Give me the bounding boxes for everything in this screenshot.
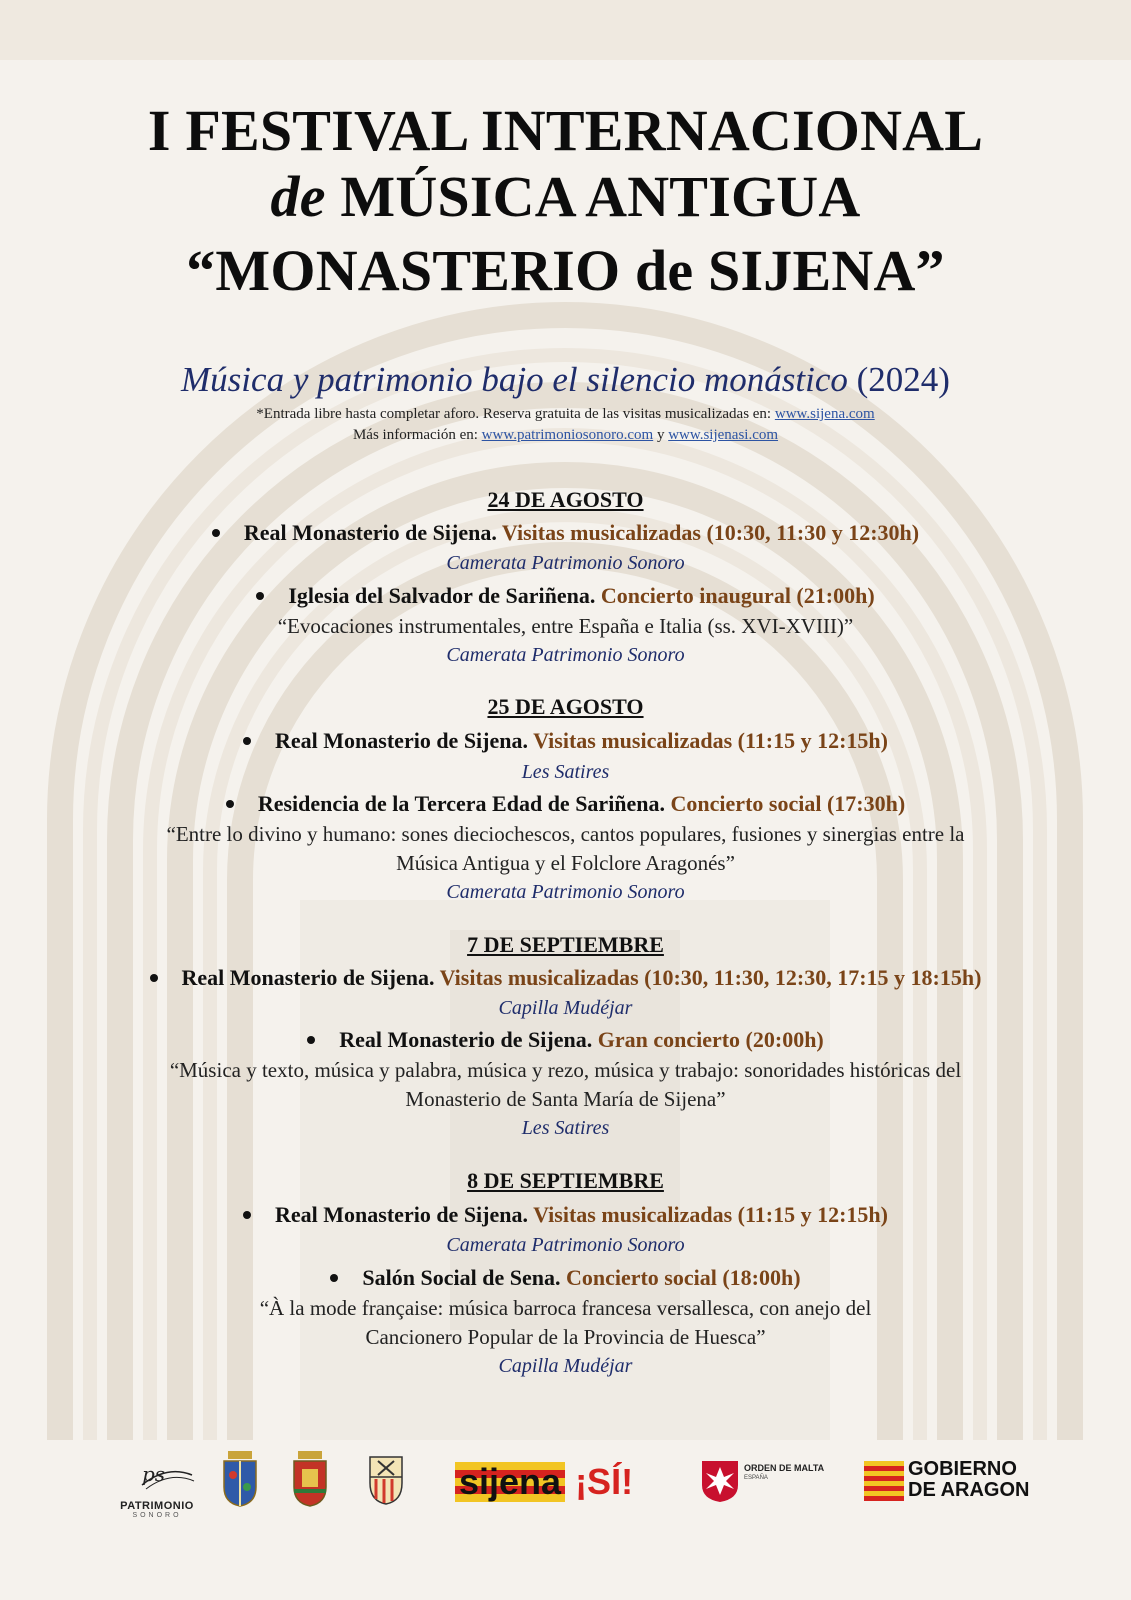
bullet-icon [256, 592, 264, 600]
gobierno-label: GOBIERNO [908, 1458, 1017, 1480]
subtitle [0, 360, 1131, 400]
event-venue: Residencia de la Tercera Edad de Sariñena. [257, 791, 666, 816]
bullet-icon [150, 974, 158, 982]
sijenasi-link[interactable]: www.sijenasi.com [668, 427, 779, 443]
event-activity: Concierto social (18:00h) [560, 1265, 801, 1290]
si-wordmark: ¡SÍ! [575, 1461, 634, 1502]
event-item [0, 583, 1131, 609]
reservation-note [0, 406, 1131, 423]
subtitle-year: (2024) [856, 360, 950, 399]
event-venue: Salón Social de Sena. [362, 1265, 561, 1290]
event-venue: Real Monasterio de Sijena. [181, 965, 435, 990]
bullet-icon [243, 737, 251, 745]
bullet-icon [226, 800, 234, 808]
concert-programme: Cancionero Popular de la Provincia de Huesca” [365, 1325, 766, 1349]
patrimoniosonoro-link[interactable]: www.patrimoniosonoro.com [481, 427, 654, 443]
event-performer: Camerata Patrimonio Sonoro [446, 881, 685, 903]
municipal-crest-icon [292, 1451, 328, 1507]
svg-text:ps: ps [142, 1462, 166, 1486]
municipal-crest-icon [222, 1451, 258, 1507]
event-item [0, 1202, 1131, 1228]
patrimonio-label: PATRIMONIO [120, 1500, 194, 1512]
event-performer: Capilla Mudéjar [498, 997, 633, 1019]
event-venue: Real Monasterio de Sijena. [243, 520, 497, 545]
bullet-icon [330, 1274, 338, 1282]
event-performer: Capilla Mudéjar [498, 1355, 633, 1377]
subtitle-text: Música y patrimonio bajo el silencio monástico [181, 360, 857, 399]
title-line-1: I FESTIVAL INTERNACIONAL [147, 98, 984, 163]
event-item [0, 520, 1131, 546]
concert-programme: “Evocaciones instrumentales, entre España e Italia (ss. XVI-XVIII)” [277, 614, 854, 638]
concert-programme: Música Antigua y el Folclore Aragonés” [396, 851, 735, 875]
title-de: de [270, 164, 326, 229]
date-heading: 24 DE AGOSTO [487, 487, 644, 512]
title-musica-antigua: MÚSICA ANTIGUA [325, 164, 861, 229]
event-item [0, 1027, 1131, 1053]
aragon-flag-icon [864, 1461, 904, 1501]
concert-programme: “À la mode française: música barroca francesa versallesca, con anejo del [259, 1296, 872, 1320]
info-text: Más información en: [352, 427, 482, 443]
event-venue: Real Monasterio de Sijena. [275, 728, 528, 753]
event-performer: Les Satires [521, 1117, 610, 1139]
event-activity: Visitas musicalizadas (11:15 y 12:15h) [528, 728, 888, 753]
event-venue: Real Monasterio de Sijena. [275, 1202, 528, 1227]
malta-country-label: ESPAÑA [744, 1475, 768, 1481]
concert-programme: Monasterio de Santa María de Sijena” [405, 1087, 726, 1111]
event-performer: Camerata Patrimonio Sonoro [446, 644, 685, 666]
event-item [0, 791, 1131, 817]
date-heading: 8 DE SEPTIEMBRE [467, 1168, 664, 1193]
event-venue: Real Monasterio de Sijena. [339, 1027, 593, 1052]
event-performer: Camerata Patrimonio Sonoro [446, 1234, 685, 1256]
event-activity: Concierto social (17:30h) [665, 791, 906, 816]
municipal-crest-icon [368, 1453, 404, 1505]
patrimonio-sonoro-emblem-icon [112, 1455, 202, 1497]
maltese-cross-icon [700, 1459, 740, 1503]
sonoro-label: SONORO [132, 1512, 182, 1519]
event-item [0, 728, 1131, 754]
event-performer: Camerata Patrimonio Sonoro [446, 552, 685, 574]
event-activity: Gran concierto (20:00h) [592, 1027, 824, 1052]
bullet-icon [307, 1036, 315, 1044]
event-activity: Concierto inaugural (21:00h) [595, 583, 875, 608]
sijena-link[interactable]: www.sijena.com [774, 406, 875, 422]
event-activity: Visitas musicalizadas (10:30, 11:30 y 12:30h) [496, 520, 920, 545]
gobierno-de-aragon-logo [864, 1459, 1054, 1505]
concert-programme: “Entre lo divino y humano: sones dieciochescos, cantos populares, fusiones y sinergias entre la [166, 822, 965, 846]
event-item [0, 1265, 1131, 1291]
sijena-si-logo [455, 1461, 633, 1503]
date-heading: 25 DE AGOSTO [487, 694, 644, 719]
info-note [0, 427, 1131, 444]
event-venue: Iglesia del Salvador de Sariñena. [288, 583, 596, 608]
bullet-icon [212, 529, 220, 537]
event-activity: Visitas musicalizadas (10:30, 11:30, 12:30, 17:15 y 18:15h) [434, 965, 982, 990]
orden-de-malta-logo [700, 1459, 825, 1509]
bullet-icon [243, 1211, 251, 1219]
info-separator: y [653, 427, 669, 443]
sponsor-logos [0, 1445, 1131, 1545]
concert-programme: “Música y texto, música y palabra, música y rezo, música y trabajo: sonoridades históricas del [169, 1058, 962, 1082]
event-activity: Visitas musicalizadas (11:15 y 12:15h) [528, 1202, 888, 1227]
date-heading: 7 DE SEPTIEMBRE [467, 932, 664, 957]
sijena-wordmark: sijena [455, 1462, 565, 1502]
title-line-3: “MONASTERIO de SIJENA” [186, 238, 945, 303]
aragon-label: DE ARAGON [908, 1479, 1030, 1501]
patrimonio-sonoro-logo [112, 1455, 202, 1525]
reservation-text: *Entrada libre hasta completar aforo. Reserva gratuita de las visitas musicalizadas en: [256, 406, 775, 422]
title-line-2 [0, 164, 1131, 230]
malta-label: ORDEN DE MALTA [744, 1463, 825, 1473]
event-item [0, 965, 1131, 991]
event-performer: Les Satires [521, 761, 610, 783]
